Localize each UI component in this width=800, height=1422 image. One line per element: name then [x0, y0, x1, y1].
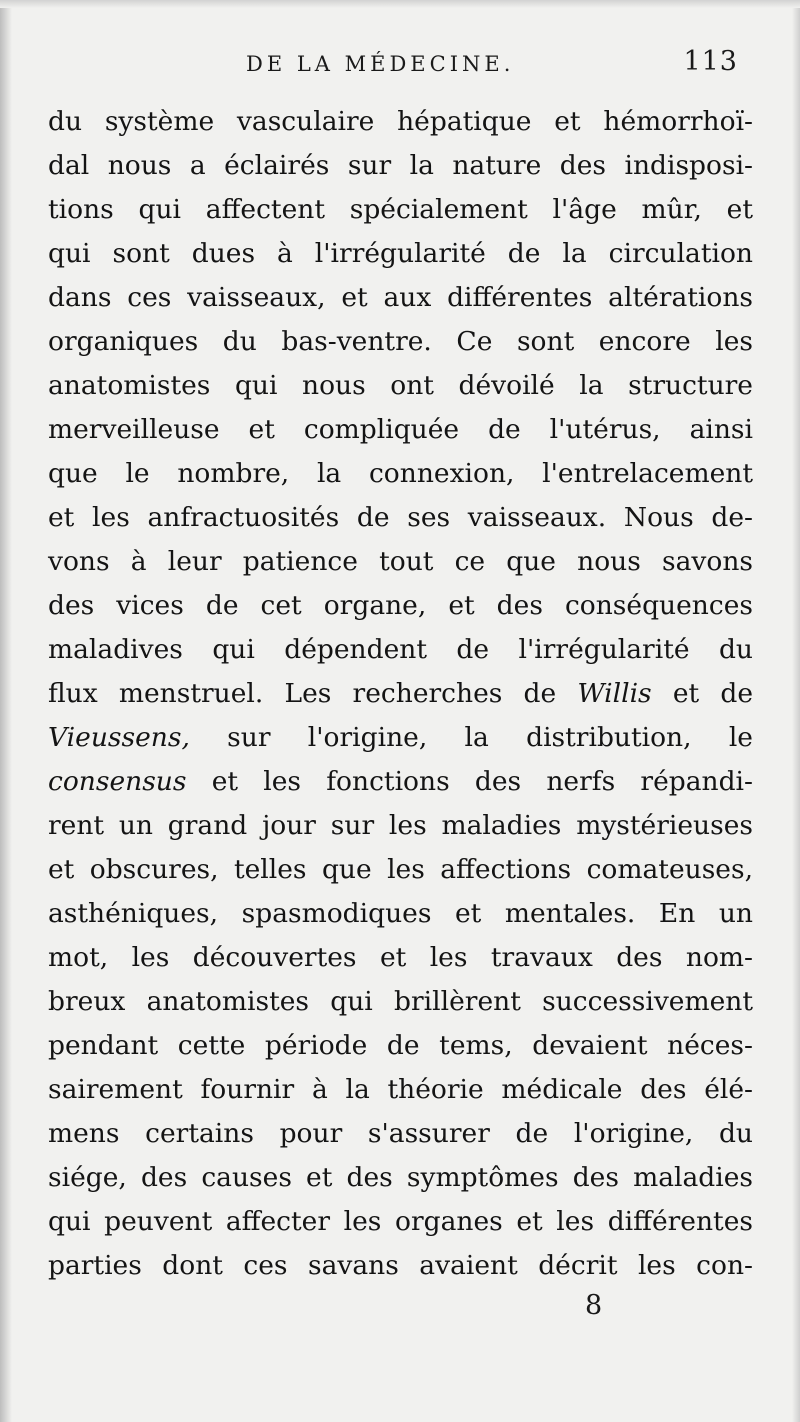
running-head: DE LA MÉDECINE.: [246, 52, 515, 76]
text-line: rent un grand jour sur les maladies mystérieuses: [48, 810, 753, 841]
text-line: dans ces vaisseaux, et aux différentes altérations: [48, 282, 753, 313]
body-text: [48, 100, 753, 1288]
text-line: vons à leur patience tout ce que nous savons: [48, 546, 753, 577]
author-name-vieussens: Vieussens,: [48, 722, 190, 753]
text-line: mens certains pour s'assurer de l'origine, du: [48, 1118, 753, 1149]
text-line: breux anatomistes qui brillèrent successivement: [48, 986, 753, 1017]
text-line: du système vasculaire hépatique et hémorrhoï-: [48, 106, 753, 137]
page-number: 113: [683, 46, 738, 77]
text-line: et obscures, telles que les affections comateuses,: [48, 854, 753, 885]
page-header: [48, 46, 738, 90]
page-shadow-top: [0, 0, 800, 8]
text-line: pendant cette période de tems, devaient néces-: [48, 1030, 753, 1061]
text-line: des vices de cet organe, et des conséquences: [48, 590, 753, 621]
text-run: et de: [651, 678, 753, 709]
text-line: [48, 716, 753, 760]
text-line: merveilleuse et compliquée de l'utérus, ainsi: [48, 414, 753, 445]
text-line: mot, les découvertes et les travaux des nom-: [48, 942, 753, 973]
text-line: anatomistes qui nous ont dévoilé la structure: [48, 370, 753, 401]
text-line: que le nombre, la connexion, l'entrelacement: [48, 458, 753, 489]
text-line: sairement fournir à la théorie médicale des élé-: [48, 1074, 753, 1105]
page-shadow-left: [0, 0, 12, 1422]
page-shadow-right: [792, 0, 800, 1422]
text-line: parties dont ces savans avaient décrit les con-: [48, 1250, 753, 1281]
text-line: organiques du bas-ventre. Ce sont encore les: [48, 326, 753, 357]
text-run: et les fonctions des nerfs répandi-: [186, 766, 753, 797]
text-line: et les anfractuosités de ses vaisseaux. Nous de-: [48, 502, 753, 533]
text-line: maladives qui dépendent de l'irrégularité du: [48, 634, 753, 665]
text-run: flux menstruel. Les recherches de: [48, 678, 578, 709]
text-line: [48, 760, 753, 804]
text-line: tions qui affectent spécialement l'âge mûr, et: [48, 194, 753, 225]
text-line: [48, 672, 753, 716]
signature-mark: 8: [585, 1290, 603, 1321]
text-line: dal nous a éclairés sur la nature des indisposi-: [48, 150, 753, 181]
text-line: siége, des causes et des symptômes des maladies: [48, 1162, 753, 1193]
text-run: sur l'origine, la distribution, le: [189, 722, 753, 753]
author-name-willis: Willis: [577, 678, 652, 709]
term-consensus: consensus: [48, 766, 187, 797]
text-line: qui peuvent affecter les organes et les différentes: [48, 1206, 753, 1237]
text-line: asthéniques, spasmodiques et mentales. En un: [48, 898, 753, 929]
text-line: qui sont dues à l'irrégularité de la circulation: [48, 238, 753, 269]
